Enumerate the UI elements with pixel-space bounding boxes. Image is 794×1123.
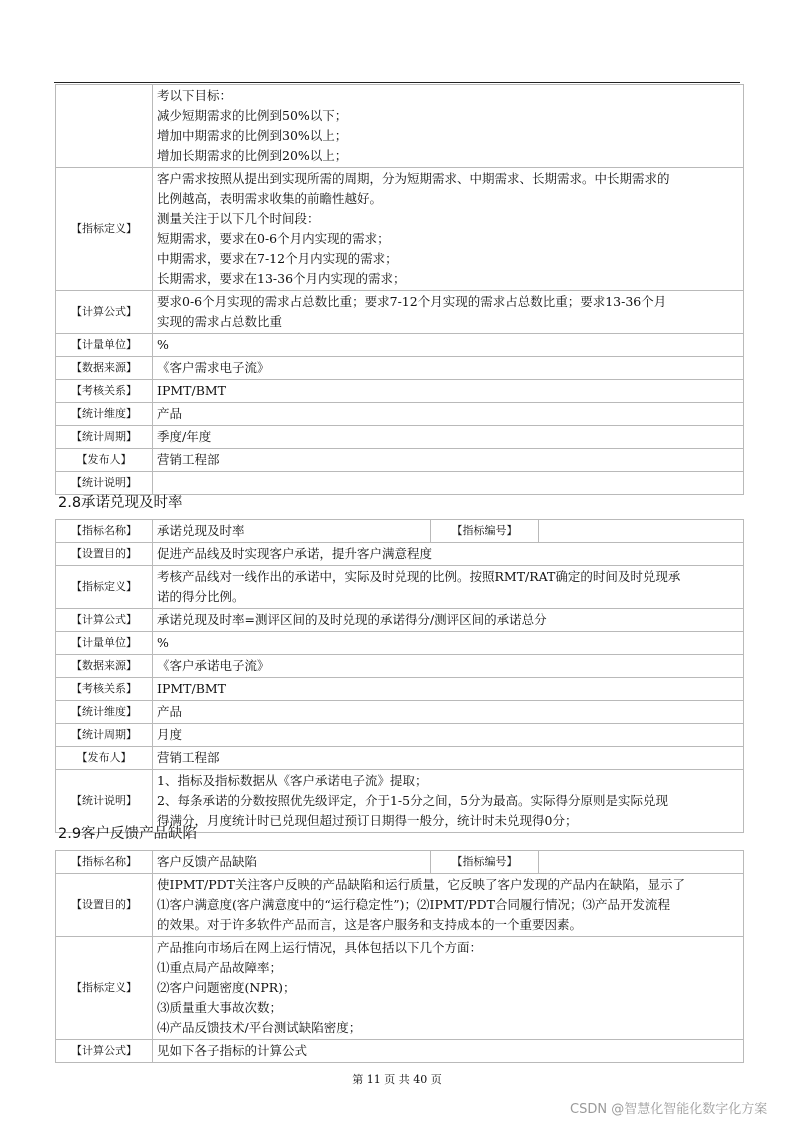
cell-text-line: 见如下各子指标的计算公式 xyxy=(157,1043,308,1058)
row-value xyxy=(153,85,744,168)
row-value xyxy=(153,380,744,403)
name-value: 客户反馈产品缺陷 xyxy=(153,851,431,874)
table-row xyxy=(56,937,744,1040)
table-row xyxy=(56,609,744,632)
cell-text-line: ⑷产品反馈技术/平台测试缺陷密度； xyxy=(157,1020,362,1035)
cell-text-line: 营销工程部 xyxy=(157,452,220,467)
table-row xyxy=(56,543,744,566)
row-label: 【计算公式】 xyxy=(56,291,153,334)
cell-text-line: 长期需求，要求在13-36个月内实现的需求； xyxy=(157,271,406,286)
row-label: 【发布人】 xyxy=(56,449,153,472)
row-label: 【发布人】 xyxy=(56,747,153,770)
table-row xyxy=(56,655,744,678)
cell-text-line: 诺的得分比例。 xyxy=(157,589,245,604)
cell-text-line: 产品推向市场后在网上运行情况，具体包括以下几个方面： xyxy=(157,940,483,955)
section-heading-2-8: 2.8承诺兑现及时率 xyxy=(58,495,183,511)
page-footer: 第 11 页 共 40 页 xyxy=(352,1073,442,1086)
row-value xyxy=(153,357,744,380)
table-row xyxy=(56,380,744,403)
cell-text-line: 比例越高，表明需求收集的前瞻性越好。 xyxy=(157,191,383,206)
cell-text-line: % xyxy=(157,635,169,650)
cell-text-line: 短期需求，要求在0-6个月内实现的需求； xyxy=(157,231,390,246)
cell-text-line: ⑶质量重大事故次数； xyxy=(157,1000,283,1015)
row-label: 【统计周期】 xyxy=(56,426,153,449)
row-value xyxy=(153,566,744,609)
cell-text-line: 得满分，月度统计时已兑现但超过预订日期得一般分，统计时未兑现得0分； xyxy=(157,813,578,828)
table-row xyxy=(56,291,744,334)
row-value xyxy=(153,655,744,678)
table-row xyxy=(56,426,744,449)
row-label: 【指标定义】 xyxy=(56,937,153,1040)
table-row xyxy=(56,449,744,472)
row-value xyxy=(153,678,744,701)
table-row xyxy=(56,334,744,357)
row-value xyxy=(153,291,744,334)
code-value xyxy=(539,851,744,874)
row-value xyxy=(153,874,744,937)
row-label: 【计算公式】 xyxy=(56,609,153,632)
cell-text-line: 促进产品线及时实现客户承诺，提升客户满意程度 xyxy=(157,546,433,561)
header-rule xyxy=(54,82,740,83)
cell-text-line: ⑴客户满意度(客户满意度中的“运行稳定性”)；⑵IPMT/PDT合同履行情况；⑶产品开发流程 xyxy=(157,897,671,912)
name-label: 【指标名称】 xyxy=(56,851,153,874)
row-value xyxy=(153,543,744,566)
row-label xyxy=(56,85,153,168)
row-value xyxy=(153,334,744,357)
row-label: 【计量单位】 xyxy=(56,334,153,357)
cell-text-line: 月度 xyxy=(157,727,183,742)
kpi-table-customer-demand xyxy=(55,84,744,495)
cell-text-line: ⑵客户问题密度(NPR)； xyxy=(157,980,296,995)
section-heading-2-9: 2.9客户反馈产品缺陷 xyxy=(58,826,198,842)
row-label: 【统计维度】 xyxy=(56,701,153,724)
row-label: 【统计说明】 xyxy=(56,472,153,495)
kpi-table-commitment xyxy=(55,519,744,833)
row-value xyxy=(153,168,744,291)
code-label: 【指标编号】 xyxy=(431,851,539,874)
table-row xyxy=(56,632,744,655)
row-value xyxy=(153,770,744,833)
cell-text-line: 减少短期需求的比例到50%以下； xyxy=(157,108,348,123)
cell-text-line: 产品 xyxy=(157,704,183,719)
name-row xyxy=(56,851,744,874)
name-value: 承诺兑现及时率 xyxy=(153,520,431,543)
row-value xyxy=(153,426,744,449)
cell-text-line: 增加中期需求的比例到30%以上； xyxy=(157,128,348,143)
cell-text-line: ⑴重点局产品故障率； xyxy=(157,960,283,975)
row-label: 【计算公式】 xyxy=(56,1040,153,1063)
cell-text-line: IPMT/BMT xyxy=(157,383,227,398)
cell-text-line: 测量关注于以下几个时间段： xyxy=(157,211,320,226)
row-value xyxy=(153,937,744,1040)
table-row xyxy=(56,874,744,937)
row-label: 【统计维度】 xyxy=(56,403,153,426)
row-value xyxy=(153,449,744,472)
row-value xyxy=(153,701,744,724)
watermark: CSDN @智慧化智能化数字化方案 xyxy=(570,1102,768,1117)
row-label: 【数据来源】 xyxy=(56,357,153,380)
row-value xyxy=(153,472,744,495)
table-row xyxy=(56,85,744,168)
table-row xyxy=(56,724,744,747)
cell-text-line xyxy=(157,473,739,493)
table-row xyxy=(56,168,744,291)
cell-text-line: % xyxy=(157,337,169,352)
kpi-table-customer-defects xyxy=(55,850,744,1063)
cell-text-line: 2、每条承诺的分数按照优先级评定，介于1-5分之间，5分为最高。实际得分原则是实际兑现 xyxy=(157,793,669,808)
cell-text-line: IPMT/BMT xyxy=(157,681,227,696)
cell-text-line: 客户需求按照从提出到实现所需的周期，分为短期需求、中期需求、长期需求。中长期需求的 xyxy=(157,171,670,186)
row-label: 【考核关系】 xyxy=(56,678,153,701)
cell-text-line: 《客户需求电子流》 xyxy=(157,360,270,375)
cell-text-line: 产品 xyxy=(157,406,183,421)
row-label: 【设置目的】 xyxy=(56,543,153,566)
cell-text-line: 实现的需求占总数比重 xyxy=(157,314,283,329)
code-value xyxy=(539,520,744,543)
row-label: 【设置目的】 xyxy=(56,874,153,937)
row-label: 【数据来源】 xyxy=(56,655,153,678)
cell-text-line: 承诺兑现及时率=测评区间的及时兑现的承诺得分/测评区间的承诺总分 xyxy=(157,612,547,627)
cell-text-line: 1、指标及指标数据从《客户承诺电子流》提取； xyxy=(157,773,428,788)
row-label: 【统计说明】 xyxy=(56,770,153,833)
table-row xyxy=(56,403,744,426)
cell-text-line: 增加长期需求的比例到20%以上； xyxy=(157,148,348,163)
code-label: 【指标编号】 xyxy=(431,520,539,543)
cell-text-line: 中期需求，要求在7-12个月内实现的需求； xyxy=(157,251,398,266)
row-value xyxy=(153,747,744,770)
row-value xyxy=(153,724,744,747)
row-value xyxy=(153,403,744,426)
cell-text-line: 季度/年度 xyxy=(157,429,212,444)
cell-text-line: 要求0-6个月实现的需求占总数比重；要求7-12个月实现的需求占总数比重；要求13-36个月 xyxy=(157,294,667,309)
table-row xyxy=(56,566,744,609)
row-value xyxy=(153,609,744,632)
name-row xyxy=(56,520,744,543)
row-value xyxy=(153,1040,744,1063)
table-row xyxy=(56,747,744,770)
row-label: 【统计周期】 xyxy=(56,724,153,747)
table-row xyxy=(56,357,744,380)
row-label: 【计量单位】 xyxy=(56,632,153,655)
cell-text-line: 营销工程部 xyxy=(157,750,220,765)
table-row xyxy=(56,678,744,701)
table-row xyxy=(56,701,744,724)
row-label: 【考核关系】 xyxy=(56,380,153,403)
table-row xyxy=(56,1040,744,1063)
name-label: 【指标名称】 xyxy=(56,520,153,543)
row-label: 【指标定义】 xyxy=(56,566,153,609)
cell-text-line: 使IPMT/PDT关注客户反映的产品缺陷和运行质量，它反映了客户发现的产品内在缺陷，显示了 xyxy=(157,877,685,892)
cell-text-line: 考核产品线对一线作出的承诺中，实际及时兑现的比例。按照RMT/RAT确定的时间及时兑现承 xyxy=(157,569,681,584)
cell-text-line: 《客户承诺电子流》 xyxy=(157,658,270,673)
cell-text-line: 的效果。对于许多软件产品而言，这是客户服务和支持成本的一个重要因素。 xyxy=(157,917,583,932)
row-value xyxy=(153,632,744,655)
row-label: 【指标定义】 xyxy=(56,168,153,291)
cell-text-line: 考以下目标： xyxy=(157,88,233,103)
